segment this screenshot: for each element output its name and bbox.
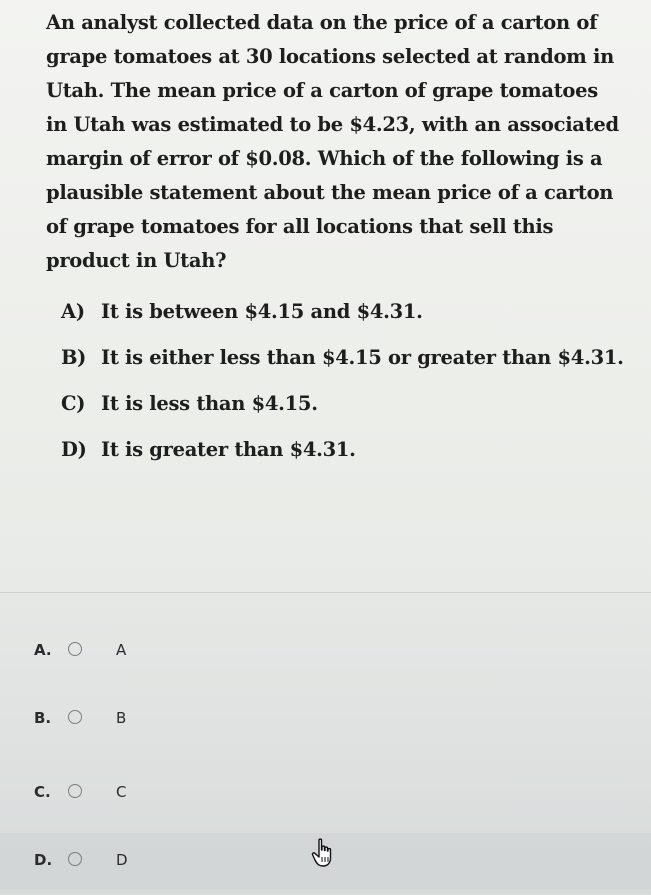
answer-label: B bbox=[116, 709, 127, 727]
answer-key: B. bbox=[34, 709, 52, 727]
choice-letter: A) bbox=[61, 300, 85, 323]
answer-key: D. bbox=[34, 851, 53, 869]
choice-text: It is less than $4.15. bbox=[101, 392, 318, 415]
answer-key: A. bbox=[34, 641, 52, 659]
question-stem-line: An analyst collected data on the price of a carton of bbox=[46, 11, 598, 34]
question-stem-line: Utah. The mean price of a carton of grape tomatoes bbox=[46, 79, 598, 102]
hand-pointer-icon bbox=[310, 838, 336, 868]
choice-text: It is either less than $4.15 or greater than $4.31. bbox=[101, 346, 624, 369]
choice-letter: B) bbox=[61, 346, 87, 369]
answer-option-a[interactable] bbox=[0, 623, 651, 679]
answer-option-c[interactable] bbox=[0, 765, 651, 821]
choice-letter: C) bbox=[61, 392, 86, 415]
answer-label: D bbox=[116, 851, 128, 869]
question-stem bbox=[46, 6, 621, 278]
answer-key: C. bbox=[34, 783, 51, 801]
choice-letter: D) bbox=[61, 438, 87, 461]
question-stem-line: grape tomatoes at 30 locations selected at random in bbox=[46, 45, 614, 68]
choice-d bbox=[61, 438, 631, 484]
choice-c bbox=[61, 392, 631, 438]
answer-choices-list bbox=[61, 300, 631, 484]
radio-unselected-icon[interactable] bbox=[68, 784, 82, 798]
question-stem-line: in Utah was estimated to be $4.23, with an associated bbox=[46, 113, 619, 136]
choice-text: It is greater than $4.31. bbox=[101, 438, 356, 461]
choice-text: It is between $4.15 and $4.31. bbox=[101, 300, 423, 323]
question-stem-line: plausible statement about the mean price of a carton bbox=[46, 181, 614, 204]
choice-b bbox=[61, 346, 631, 392]
radio-unselected-icon[interactable] bbox=[68, 642, 82, 656]
radio-unselected-icon[interactable] bbox=[68, 710, 82, 724]
question-stem-line: margin of error of $0.08. Which of the following is a bbox=[46, 147, 603, 170]
question-stem-line: product in Utah? bbox=[46, 249, 227, 272]
choice-a bbox=[61, 300, 631, 346]
answer-option-b[interactable] bbox=[0, 691, 651, 747]
radio-unselected-icon[interactable] bbox=[68, 852, 82, 866]
answer-label: C bbox=[116, 783, 127, 801]
question-stem-line: of grape tomatoes for all locations that sell this bbox=[46, 215, 554, 238]
question-panel bbox=[46, 6, 621, 278]
answer-label: A bbox=[116, 641, 127, 659]
